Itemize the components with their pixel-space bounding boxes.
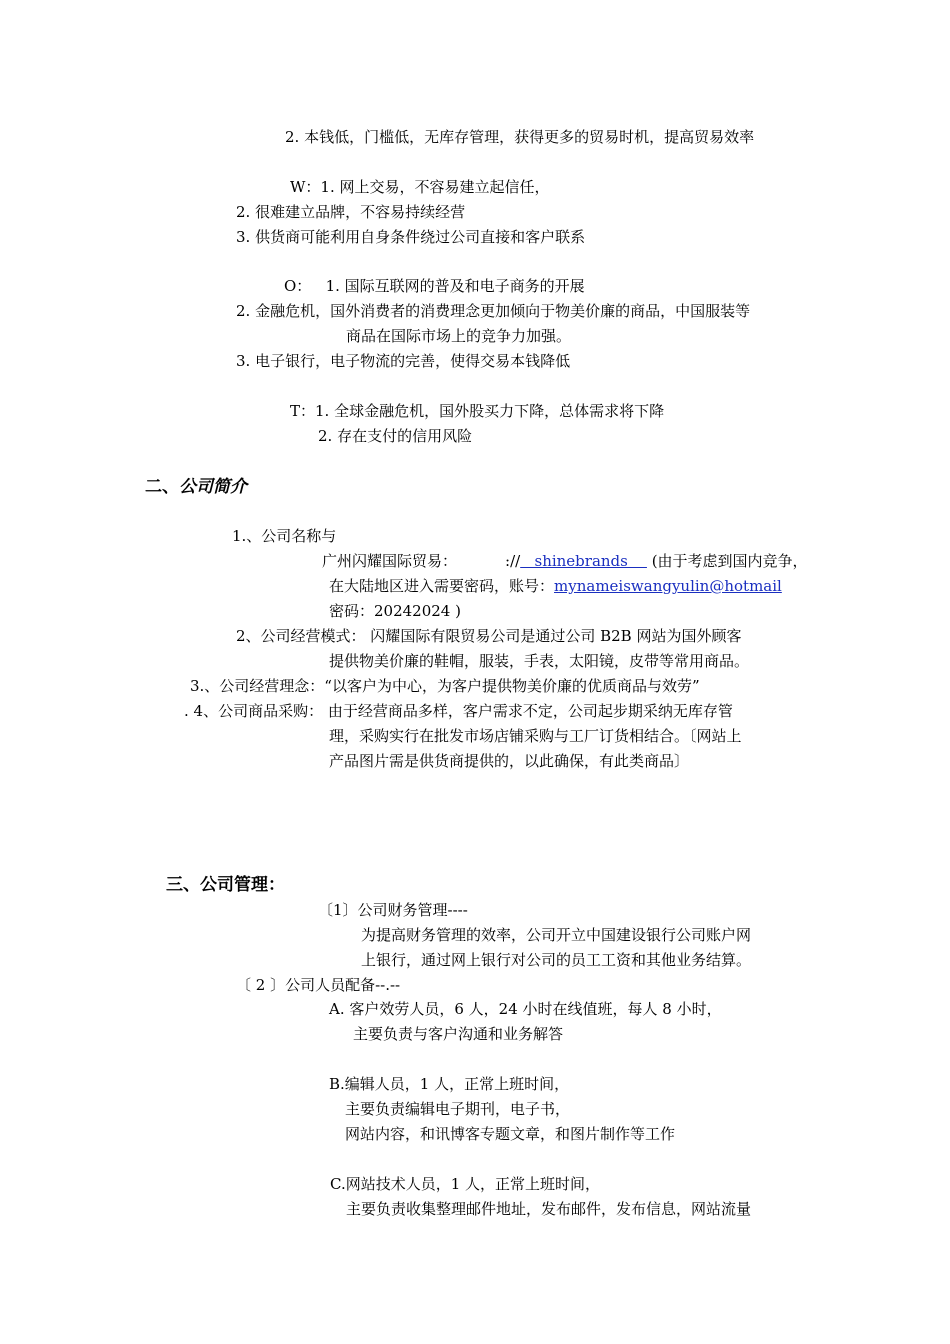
- swot-weakness-1: W：1. 网上交易，不容易建立起信任，: [290, 178, 550, 196]
- staff-c-line1: C.网站技术人员，1 人，正常上班时间，: [330, 1175, 601, 1193]
- swot-opportunity-1: O： 1. 国际互联网的普及和电子商务的开展: [284, 277, 585, 295]
- staff-a-line1: A. 客户效劳人员，6 人，24 小时在线值班，每人 8 小时，: [329, 1000, 722, 1018]
- swot-opportunity-3: 3. 电子银行，电子物流的完善，使得交易本钱降低: [236, 352, 571, 370]
- purchasing-a: . 4、公司商品采购： 由于经营商品多样，客户需求不定，公司起步期采纳无库存管: [184, 702, 733, 720]
- swot-opportunity-2a: 2. 金融危机，国外消费者的消费理念更加倾向于物美价廉的商品，中国服装等: [236, 302, 751, 320]
- finance-text-a: 为提高财务管理的效率，公司开立中国建设银行公司账户网: [361, 926, 752, 944]
- swot-strength-2: 2. 本钱低，门槛低，无库存管理，获得更多的贸易时机，提高贸易效率: [285, 128, 755, 146]
- swot-threat-2: 2. 存在支付的信用风险: [318, 427, 473, 445]
- url-prefix: ://: [505, 552, 521, 570]
- swot-weakness-3: 3. 供货商可能利用自身条件绕过公司直接和客户联系: [236, 228, 586, 246]
- account-line: [329, 576, 782, 596]
- competition-note: (由于考虑到国内竞争，: [646, 552, 808, 570]
- staffing-title: 〔 2 〕公司人员配备--.--: [236, 976, 401, 994]
- section2-heading-title: 公司简介: [179, 477, 247, 497]
- swot-opportunity-2b: 商品在国际市场上的竞争力加强。: [346, 327, 572, 345]
- swot-threat-1: T：1. 全球金融危机，国外股买力下降，总体需求将下降: [290, 402, 665, 420]
- staff-a-line2: 主要负责与客户沟通和业务解答: [353, 1025, 564, 1043]
- company-name: 广州闪耀国际贸易：: [322, 552, 458, 570]
- section3-heading: 三、公司管理：: [166, 875, 285, 895]
- account-text: 在大陆地区进入需要密码，账号：: [329, 577, 555, 595]
- swot-weakness-2: 2. 很难建立品牌，不容易持续经营: [236, 203, 466, 221]
- business-model-b: 提供物美价廉的鞋帽，服装，手表，太阳镜，皮带等常用商品。: [329, 652, 750, 670]
- website-link[interactable]: shinebrands: [520, 552, 647, 570]
- business-model-a: 2、公司经营模式： 闪耀国际有限贸易公司是通过公司 B2B 网站为国外顾客: [236, 627, 742, 645]
- company-name-line: [322, 551, 808, 571]
- staff-b-line1: B.编辑人员，1 人，正常上班时间，: [329, 1075, 570, 1093]
- purchasing-b: 理，采购实行在批发市场店铺采购与工厂订货相结合。〔网站上: [329, 727, 742, 745]
- password-line: 密码：20242024 ): [329, 602, 461, 620]
- staff-c-line2: 主要负责收集整理邮件地址，发布邮件，发布信息，网站流量: [346, 1200, 752, 1218]
- business-philosophy: 3.、公司经营理念：“以客户为中心，为客户提供物美价廉的优质商品与效劳”: [190, 677, 700, 695]
- staff-b-line2: 主要负责编辑电子期刊，电子书，: [345, 1100, 571, 1118]
- section2-heading-prefix: 二、: [145, 477, 179, 497]
- finance-title: 〔1〕公司财务管理----: [318, 901, 468, 919]
- account-email-link[interactable]: mynameiswangyulin@hotmail: [554, 577, 782, 595]
- company-name-label: 1.、公司名称与: [232, 527, 337, 545]
- section2-heading: [145, 476, 247, 498]
- finance-text-b: 上银行，通过网上银行对公司的员工工资和其他业务结算。: [361, 951, 752, 969]
- staff-b-line3: 网站内容，和讯博客专题文章，和图片制作等工作: [345, 1125, 676, 1143]
- purchasing-c: 产品图片需是供货商提供的，以此确保，有此类商品〕: [329, 752, 690, 770]
